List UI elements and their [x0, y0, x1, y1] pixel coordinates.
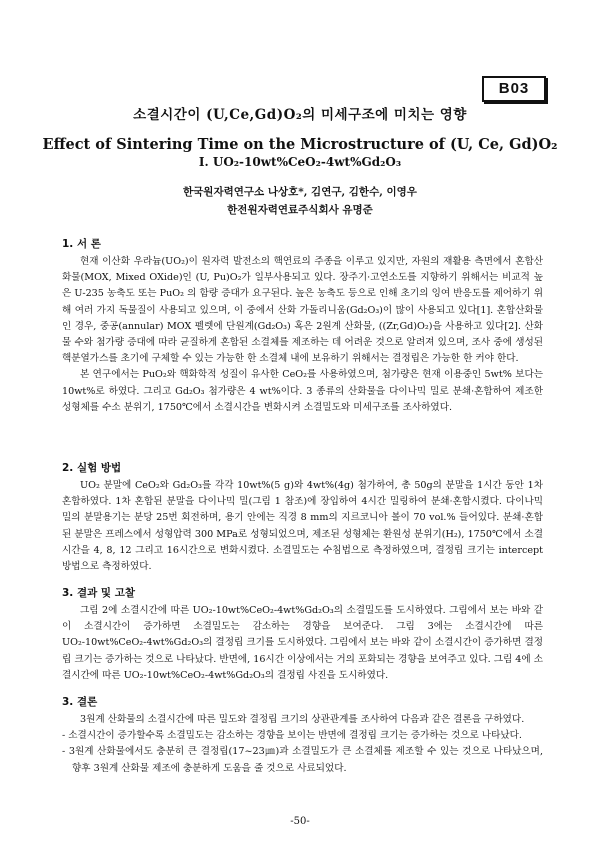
paragraph: 그림 2에 소결시간에 따른 UO₂-10wt%CeO₂-4wt%Gd₂O₃의 소결밀도를 도시하였다. 그림에서 보는 바와 같이 소결시간이 증가하면 소결밀도는 감소하는 경향을 보여준다. 그림 3에는 소결시간에 따른 UO₂-10wt%CeO₂-4wt%Gd₂O₃의 결정립 크기를 도시하였다. 그림에서 보는 바와 같이 소결시간이 증가하면 결정립 크기는 증가하는 것으로 나타났다. 반면에, 16시간 이상에서는 거의 포화되는 경향을 보여주고 있다. 그림 4에 소결시간에 따른 UO₂-10wt%CeO₂-4wt%Gd₂O₃의 결정립 사진을 도시하였다.: [62, 605, 543, 681]
section-heading: 3. 결론: [62, 696, 98, 708]
korean-title: 소결시간이 (U,Ce,Gd)O₂의 미세구조에 미치는 영향: [133, 107, 467, 123]
section-heading: 1. 서 론: [62, 238, 101, 250]
english-title: Effect of Sintering Time on the Microstructure of (U, Ce, Gd)O₂: [42, 136, 558, 153]
section-heading: 3. 결과 및 고찰: [62, 587, 135, 599]
conclusion-bullet: - 3원계 산화물에서도 충분히 큰 결정립(17~23㎛)과 소결밀도가 큰 소결체를 제조할 수 있는 것으로 나타났으며, 향후 3원계 산화물 제조에 충분하게 도움을 줄 것으로 사료되었다.: [62, 746, 543, 774]
section-results: [62, 585, 543, 684]
conclusion-bullet: - 소결시간이 증가할수록 소결밀도는 감소하는 경향을 보이는 반면에 결정립 크기는 증가하는 것으로 나타났다.: [62, 730, 522, 742]
section-introduction: [62, 236, 543, 416]
paragraph: 3원계 산화물의 소결시간에 따른 밀도와 결정립 크기의 상관관계를 조사하여 다음과 같은 결론을 구하였다.: [80, 714, 525, 725]
section-methods: [62, 460, 543, 575]
paragraph: 본 연구에서는 PuO₂와 핵화학적 성질이 유사한 CeO₂를 사용하였으며, 첨가량은 현재 이용중인 5wt% 보다는 10wt%로 하였다. 그리고 Gd₂O₃ 첨가량은 4 wt%이다. 3 종류의 산화물을 다이나믹 밀로 분쇄·혼합하여 제조한 성형체를 수소 분위기, 1750℃에서 소결시간을 변화시켜 소결밀도와 미세구조를 조사하였다.: [62, 369, 543, 413]
paragraph: UO₂ 분말에 CeO₂와 Gd₂O₃를 각각 10wt%(5 g)와 4wt%(4g) 첨가하여, 총 50g의 분말을 1시간 동안 1차 혼합하였다. 1차 혼합된 분말을 다이나믹 밀(그림 1 참조)에 장입하여 4시간 밀링하여 분쇄·혼합시켰다. 다이나믹 밀의 분말용기는 분당 25번 회전하며, 용기 안에는 직경 8 mm의 지르코니아 볼이 70 vol.% 들어있다. 분쇄·혼합된 분말은 프레스에서 성형압력 300 MPa로 성형되었으며, 제조된 성형체는 환원성 분위기(H₂), 1750℃에서 소결시간을 4, 8, 12 그리고 16시간으로 변화시켰다. 소결밀도는 수침법으로 측정하였으며, 결정립 크기는 intercept 방법으로 측정하였다.: [62, 480, 543, 573]
paragraph: 현재 이산화 우라늄(UO₂)이 원자력 발전소의 핵연료의 주종을 이루고 있지만, 자원의 재활용 측면에서 혼합산화물(MOX, Mixed OXide)인 (U, Pu)O₂가 일부사용되고 있다. 장주기·고연소도를 지향하기 위해서는 비교적 높은 U-235 농축도 또는 PuO₂ 의 함량 증대가 요구된다. 높은 농축도 등으로 인해 초기의 잉여 반응도를 제어하기 위해 여러 가지 독물질이 사용되고 있으며, 이 중에서 산화 가돌리니움(Gd₂O₃)이 많이 사용되고 있다[1]. 혼합산화물인 경우, 중공(annular) MOX 펠렛에 단원계(Gd₂O₃) 혹은 2원계 산화물, ((Zr,Gd)O₂)을 사용하고 있다[2]. 산화물 수와 첨가량 증대에 따라 균질하게 혼합된 소결체를 제조하는 데 어려운 것으로 알려져 있으며, 조사 중에 생성된 핵분열가스를 초기에 구체할 수 있는 가능한 한 소결체 내에 보유하기 위해서는 결정립은 가능한 한 커야 한다.: [62, 256, 543, 365]
authors-line-2: 한전원자력연료주식회사 유명준: [227, 204, 373, 216]
authors-line-1: 한국원자력연구소 나상호*, 김연구, 김한수, 이영우: [183, 186, 417, 198]
paper-code-box: B03: [482, 76, 546, 102]
section-heading: 2. 실험 방법: [62, 462, 122, 474]
english-subtitle: I. UO₂-10wt%CeO₂-4wt%Gd₂O₃: [198, 155, 402, 169]
section-conclusion: [62, 694, 543, 777]
page-number: -50-: [290, 816, 310, 827]
